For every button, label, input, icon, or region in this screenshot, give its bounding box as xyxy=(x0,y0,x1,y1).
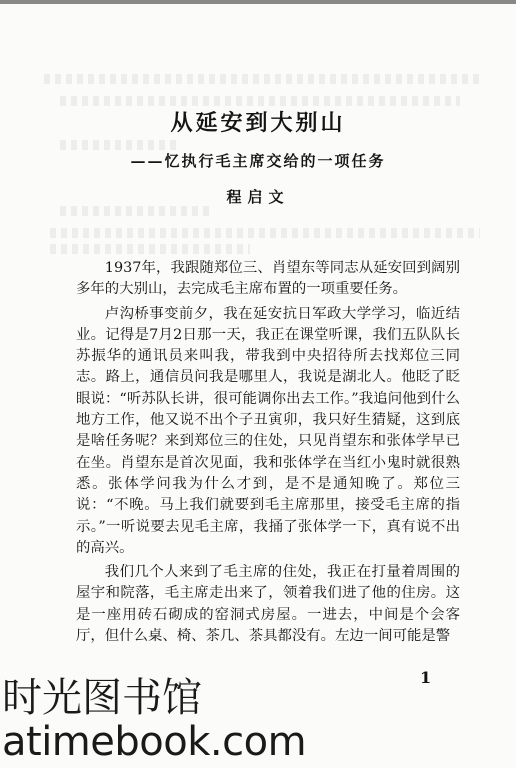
bleed-through-noise xyxy=(60,140,180,150)
scan-edge-line xyxy=(0,0,516,4)
bleed-through-noise xyxy=(50,244,250,254)
watermark-url-text: atimebook.com xyxy=(2,719,307,765)
watermark-chinese-text: 时光图书馆 xyxy=(2,675,202,721)
bleed-through-noise xyxy=(50,228,480,238)
bleed-through-noise xyxy=(44,74,484,84)
page-number: 1 xyxy=(420,668,432,687)
body-paragraph: 1937年，我跟随郑位三、肖望东等同志从延安回到阔别多年的大别山，去完成毛主席布置的一项重要任务。 xyxy=(76,260,460,298)
body-paragraph: 我们几个人来到了毛主席的住处，我正在打量着周围的屋宇和院落，毛主席走出来了，领着我们进了他的住房。这是一座用砖石砌成的窑洞式房屋。一进去，中间是个会客厅，但什么桌、椅、茶几、茶具都没有。左边一间可能是警 xyxy=(76,564,460,645)
article-subtitle: ——忆执行毛主席交给的一项任务 xyxy=(130,152,386,170)
article-title: 从延安到大别山 xyxy=(170,110,346,136)
article-author: 程启文 xyxy=(226,188,290,206)
body-paragraph: 卢沟桥事变前夕，我在延安抗日军政大学学习，临近结业。记得是7月2日那一天，我正在课堂听课，我们五队队长苏振华的通讯员来叫我，带我到中央招待所去找郑位三同志。路上，通信员问我是哪里人，我说是湖北人。他眨了眨眼说：“听苏队长讲，很可能调你出去工作。”我追问他到什么地方工作，他又说不出个子丑寅卯，我只好生猜疑，这到底是啥任务呢？来到郑位三的住处，只见肖望东和张体学早已在坐。肖望东是首次见面，我和张体学在当红小鬼时就很熟悉。张体学问我为什么才到，是不是通知晚了。郑位三说：“不晚。马上我们就要到毛主席那里，接受毛主席的指示。”一听说要去见毛主席，我捅了张体学一下，真有说不出的高兴。 xyxy=(76,305,460,556)
article-body xyxy=(76,258,460,650)
site-watermark xyxy=(0,676,516,764)
bleed-through-noise xyxy=(60,96,460,106)
bleed-through-noise xyxy=(60,206,210,216)
